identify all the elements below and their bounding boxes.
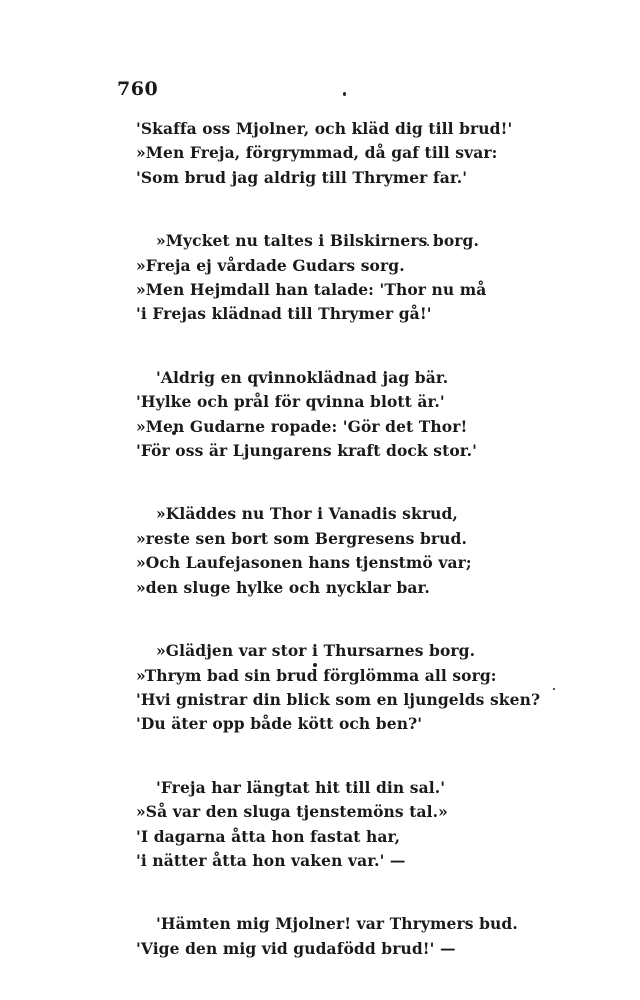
poem-line: 'Du äter opp både kött och ben?' (136, 714, 423, 734)
stanza (136, 366, 576, 464)
poem-line: »Så var den sluga tjenstemöns tal.» (136, 802, 448, 822)
poem-line: 'I dagarna åtta hon fastat har, (136, 826, 401, 846)
poem-line: »Men Hejmdall han talade: 'Thor nu må (136, 280, 487, 300)
poem-line: 'Hämten mig Mjolner! var Thrymers bud. (156, 914, 518, 934)
poem-line: »Men Gudarne ropade: 'Gör det Thor! (136, 416, 468, 436)
poem-line: 'Hylke och prål för qvinna blott är.' (136, 392, 445, 412)
stanza (136, 117, 576, 190)
stanza (136, 776, 576, 874)
poem-line: 'i Frejas klädnad till Thrymer gå!' (136, 304, 432, 324)
poem-line: »Och Laufejasonen hans tjenstmö var; (136, 553, 472, 573)
poem-line: »Men Freja, förgrymmad, då gaf till svar: (136, 143, 498, 163)
stanza (136, 639, 576, 737)
poem-line: 'Skaffa oss Mjolner, och kläd dig till brud!' (136, 119, 513, 138)
print-speck (343, 92, 346, 96)
stanza (136, 229, 576, 327)
poem-line: »den sluge hylke och nycklar bar. (136, 577, 430, 597)
poem-line: 'Som brud jag aldrig till Thrymer far.' (136, 167, 468, 187)
stanza (136, 912, 576, 961)
poem-line: 'Freja har längtat hit till din sal.' (156, 777, 446, 797)
stanza (136, 502, 576, 600)
poem-line: »reste sen bort som Bergresens brud. (136, 528, 467, 548)
poem-line: »Thrym bad sin brud förglömma all sorg: (136, 665, 497, 685)
poem-line: »Freja ej vårdade Gudars sorg. (136, 255, 405, 275)
page-number: 760 (117, 78, 159, 100)
poem-line: 'Vige den mig vid gudafödd brud!' — (136, 938, 456, 958)
poem-line: 'i nätter åtta hon vaken var.' — (136, 850, 406, 870)
poem (136, 117, 576, 1000)
poem-line: 'Hvi gnistrar din blick som en ljungelds sken? (136, 689, 541, 709)
poem-line: »Mycket nu taltes i Bilskirners borg. (156, 231, 479, 251)
poem-line: 'För oss är Ljungarens kraft dock stor.' (136, 441, 477, 461)
poem-line: »Glädjen var stor i Thursarnes borg. (156, 641, 476, 661)
poem-line: »Kläddes nu Thor i Vanadis skrud, (156, 504, 458, 524)
poem-line: 'Aldrig en qvinnoklädnad jag bär. (156, 367, 449, 387)
